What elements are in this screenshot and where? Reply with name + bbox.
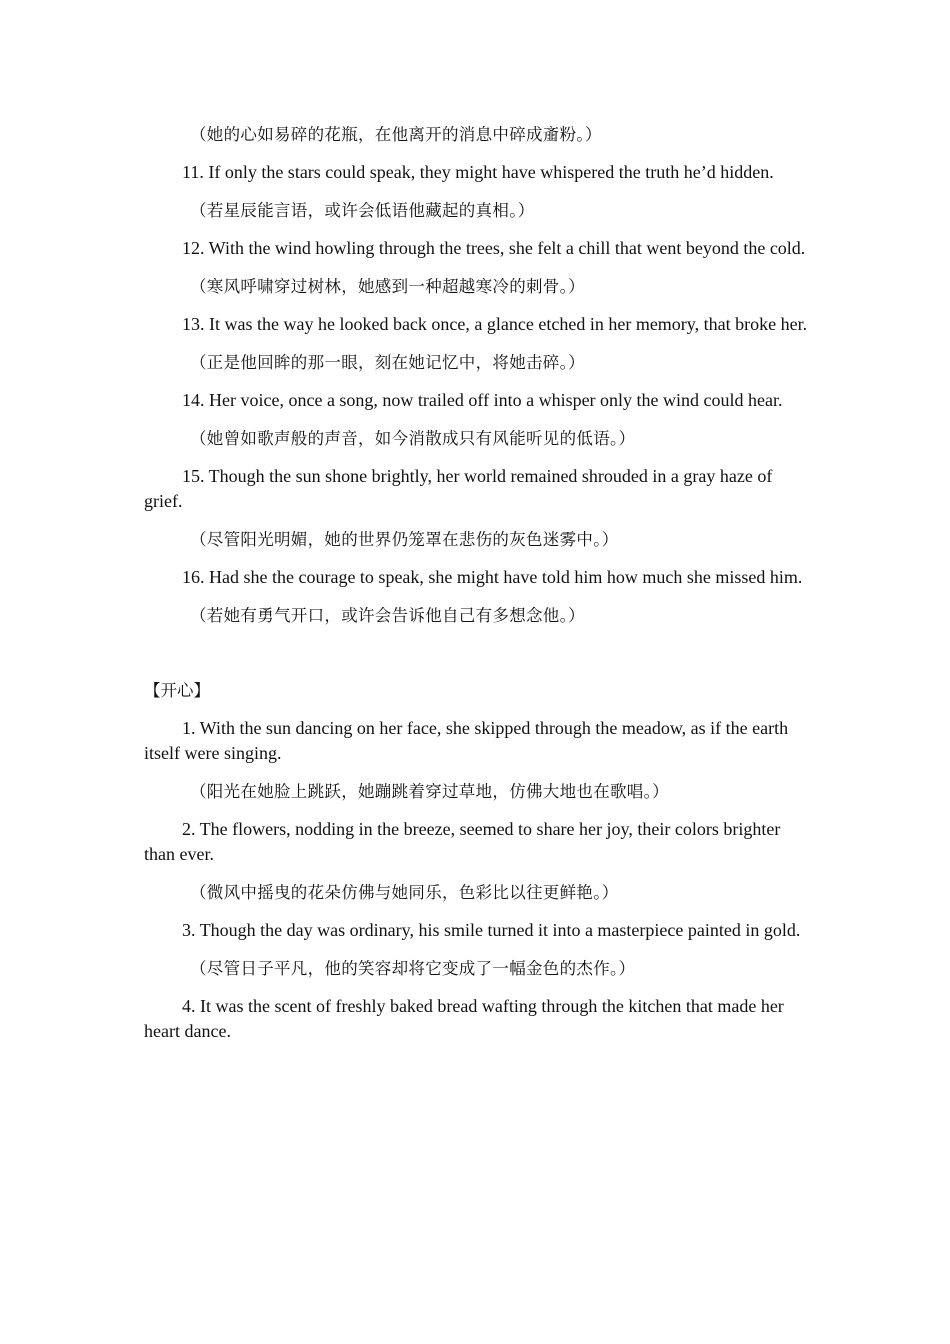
sentence-11: 11. If only the stars could speak, they might have whispered the truth he’d hidden. xyxy=(182,162,774,182)
translation-13: （正是他回眸的那一眼，刻在她记忆中，将她击碎。） xyxy=(190,353,585,372)
translation-11: （若星辰能言语，或许会低语他藏起的真相。） xyxy=(190,201,535,220)
happy-translation-1: （阳光在她脸上跳跃，她蹦跳着穿过草地，仿佛大地也在歌唱。） xyxy=(190,782,669,801)
happy-sentence-2: 2. The flowers, nodding in the breeze, seemed to share her joy, their colors brighter than ever. xyxy=(144,819,781,864)
happy-sentence-4: 4. It was the scent of freshly baked bread wafting through the kitchen that made her heart dance. xyxy=(144,996,784,1041)
translation-intro: （她的心如易碎的花瓶，在他离开的消息中碎成齑粉。） xyxy=(190,125,602,144)
section-heading-happy: 【开心】 xyxy=(144,681,210,700)
translation-14: （她曾如歌声般的声音，如今消散成只有风能听见的低语。） xyxy=(190,429,636,448)
translation-16: （若她有勇气开口，或许会告诉他自己有多想念他。） xyxy=(190,606,585,625)
happy-translation-3: （尽管日子平凡，他的笑容却将它变成了一幅金色的杰作。） xyxy=(190,959,636,978)
sentence-12: 12. With the wind howling through the trees, she felt a chill that went beyond the cold. xyxy=(182,238,806,258)
happy-translation-2: （微风中摇曳的花朵仿佛与她同乐，色彩比以往更鲜艳。） xyxy=(190,883,619,902)
translation-12: （寒风呼啸穿过树林，她感到一种超越寒冷的刺骨。） xyxy=(190,277,585,296)
translation-15: （尽管阳光明媚，她的世界仍笼罩在悲伤的灰色迷雾中。） xyxy=(190,530,619,549)
happy-sentence-1: 1. With the sun dancing on her face, she skipped through the meadow, as if the earth itself were singing. xyxy=(144,718,789,763)
happy-sentence-3: 3. Though the day was ordinary, his smile turned it into a masterpiece painted in gold. xyxy=(182,920,801,940)
section-spacer xyxy=(144,641,808,678)
sentence-15: 15. Though the sun shone brightly, her world remained shrouded in a gray haze of grief. xyxy=(144,466,773,511)
document-page xyxy=(144,122,808,1057)
sentence-13: 13. It was the way he looked back once, a glance etched in her memory, that broke her. xyxy=(182,314,808,334)
sentence-14: 14. Her voice, once a song, now trailed off into a whisper only the wind could hear. xyxy=(182,390,783,410)
sentence-16: 16. Had she the courage to speak, she might have told him how much she missed him. xyxy=(182,567,803,587)
